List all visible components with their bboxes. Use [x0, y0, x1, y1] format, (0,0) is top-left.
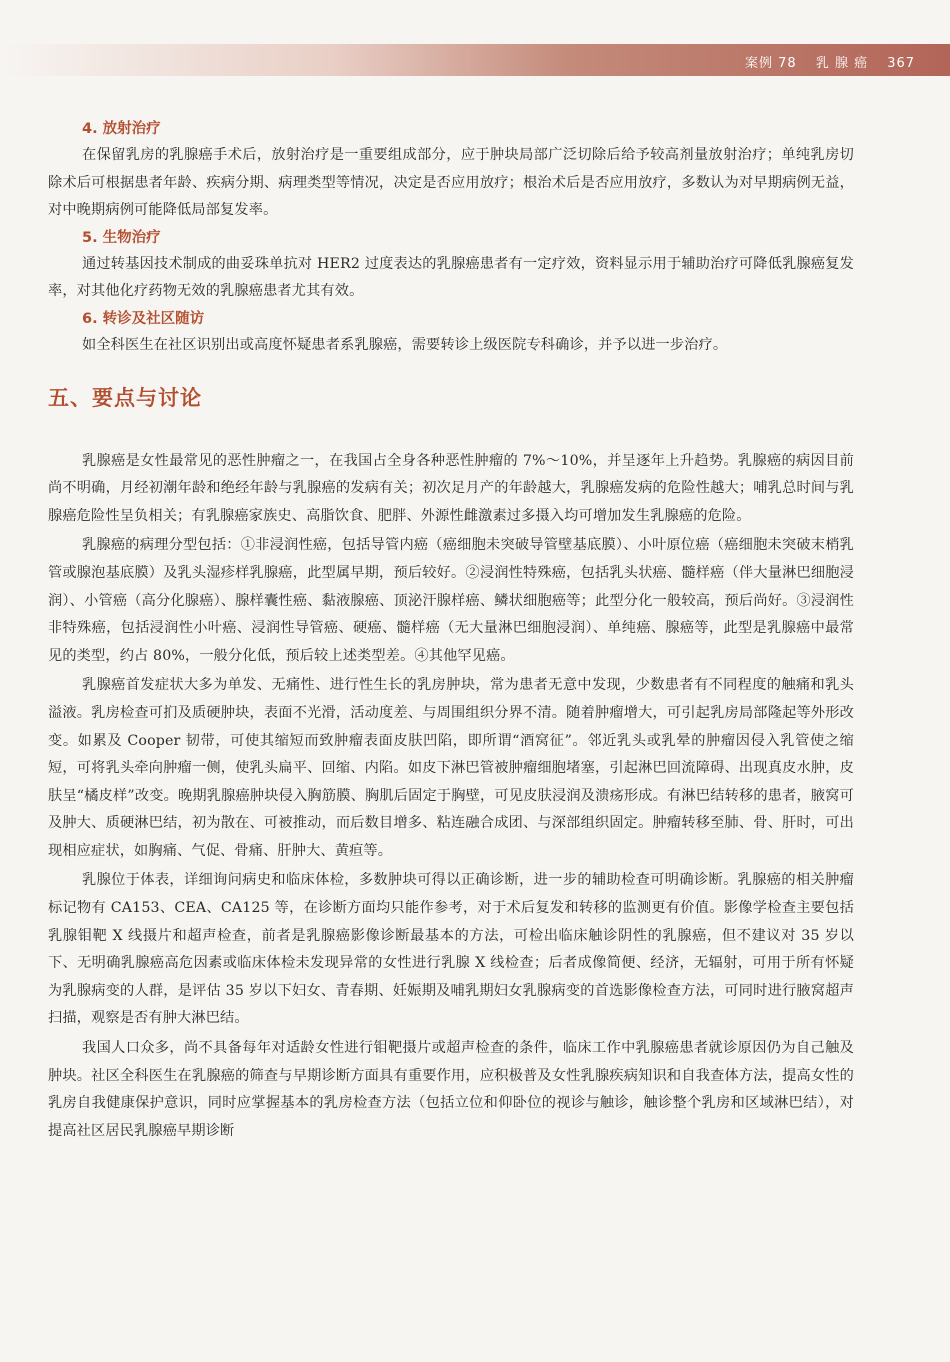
paragraph-epidemiology: 乳腺癌是女性最常见的恶性肿瘤之一，在我国占全身各种恶性肿瘤的 7%～10%，并呈逐年上升趋势。乳腺癌的病因目前尚不明确，月经初潮年龄和绝经年龄与乳腺癌的发病有关；初次足月产的年龄越大，乳腺癌发病的危险性越大；哺乳总时间与乳腺癌危险性呈负相关；有乳腺癌家族史、高脂饮食、肥胖、外源性雌激素过多摄入均可增加发生乳腺癌的危险。 — [48, 452, 854, 524]
paragraph-pathology: 乳腺癌的病理分型包括：①非浸润性癌，包括导管内癌（癌细胞未突破导管壁基底膜）、小叶原位癌（癌细胞未突破末梢乳管或腺泡基底膜）及乳头湿疹样乳腺癌，此型属早期，预后较好。②浸润性特殊癌，包括乳头状癌、髓样癌（伴大量淋巴细胞浸润）、小管癌（高分化腺癌）、腺样囊性癌、黏液腺癌、顶泌汗腺样癌、鳞状细胞癌等；此型分化一般较高，预后尚好。③浸润性非特殊癌，包括浸润性小叶癌、浸润性导管癌、硬癌、髓样癌（无大量淋巴细胞浸润）、单纯癌、腺癌等，此型是乳腺癌中最常见的类型，约占 80%，一般分化低，预后较上述类型差。④其他罕见癌。 — [48, 537, 854, 664]
subsection-title-radiotherapy: 4. 放射治疗 — [82, 121, 161, 137]
section-title-key-points: 五、要点与讨论 — [48, 384, 202, 410]
paragraph-diagnosis: 乳腺位于体表，详细询问病史和临床体检，多数肿块可得以正确诊断，进一步的辅助检查可明确诊断。乳腺癌的相关肿瘤标记物有 CA153、CEA、CA125 等，在诊断方面均只能作参考，对于术后复发和转移的监测更有价值。影像学检查主要包括乳腺钼靶 X 线摄片和超声检查，前者是乳腺癌影像诊断最基本的方法，可检出临床触诊阴性的乳腺癌，但不建议对 35 岁以下、无明确乳腺癌高危因素或临床体检未发现异常的女性进行乳腺 X 线检查；后者成像简便、经济，无辐射，可用于所有怀疑为乳腺病变的人群，是评估 35 岁以下妇女、青春期、妊娠期及哺乳期妇女乳腺病变的首选影像检查方法，可同时进行腋窝超声扫描，观察是否有肿大淋巴结。 — [48, 872, 854, 1027]
paragraph-symptoms: 乳腺癌首发症状大多为单发、无痛性、进行性生长的乳房肿块，常为患者无意中发现，少数患者有不同程度的触痛和乳头溢液。乳房检查可扪及质硬肿块，表面不光滑，活动度差、与周围组织分界不清。随着肿瘤增大，可引起乳房局部隆起等外形改变。如累及 Cooper 韧带，可使其缩短而致肿瘤表面皮肤凹陷，即所谓“酒窝征”。邻近乳头或乳晕的肿瘤因侵入乳管使之缩短，可将乳头牵向肿瘤一侧，使乳头扁平、回缩、内陷。如皮下淋巴管被肿瘤细胞堵塞，引起淋巴回流障碍、出现真皮水肿，皮肤呈“橘皮样”改变。晚期乳腺癌肿块侵入胸筋膜、胸肌后固定于胸壁，可见皮肤浸润及溃疡形成。有淋巴结转移的患者，腋窝可及肿大、质硬淋巴结，初为散在、可被推动，而后数目增多、粘连融合成团、与深部组织固定。肿瘤转移至肺、骨、肝时，可出现相应症状，如胸痛、气促、骨痛、肝肿大、黄疸等。 — [48, 677, 854, 859]
paragraph-referral: 如全科医生在社区识别出或高度怀疑患者系乳腺癌，需要转诊上级医院专科确诊，并予以进一步治疗。 — [82, 336, 728, 353]
running-header — [745, 52, 915, 71]
paragraph-community: 我国人口众多，尚不具备每年对适龄女性进行钼靶摄片或超声检查的条件，临床工作中乳腺癌患者就诊原因仍为自己触及肿块。社区全科医生在乳腺癌的筛查与早期诊断方面具有重要作用，应积极普及女性乳腺疾病知识和自我查体方法，提高女性的乳房自我健康保护意识，同时应掌握基本的乳房检查方法（包括立位和仰卧位的视诊与触诊，触诊整个乳房和区域淋巴结），对提高社区居民乳腺癌早期诊断 — [48, 1040, 854, 1139]
paragraph-radiotherapy: 在保留乳房的乳腺癌手术后，放射治疗是一重要组成部分，应于肿块局部广泛切除后给予较高剂量放射治疗；单纯乳房切除术后可根据患者年龄、疾病分期、病理类型等情况，决定是否应用放疗；根治术后是否应用放疗，多数认为对早期病例无益，对中晚期病例可能降低局部复发率。 — [48, 147, 854, 219]
header-topic: 乳 腺 癌 — [815, 56, 869, 71]
paragraph-biotherapy: 通过转基因技术制成的曲妥珠单抗对 HER2 过度表达的乳腺癌患者有一定疗效，资料显示用于辅助治疗可降低乳腺癌复发率，对其他化疗药物无效的乳腺癌患者尤其有效。 — [48, 255, 854, 300]
subsection-title-biotherapy: 5. 生物治疗 — [82, 229, 161, 246]
page-number: 367 — [887, 56, 916, 71]
page-content — [48, 116, 854, 1145]
subsection-title-referral: 6. 转诊及社区随访 — [82, 310, 205, 327]
header-case: 案例 78 — [745, 56, 797, 71]
